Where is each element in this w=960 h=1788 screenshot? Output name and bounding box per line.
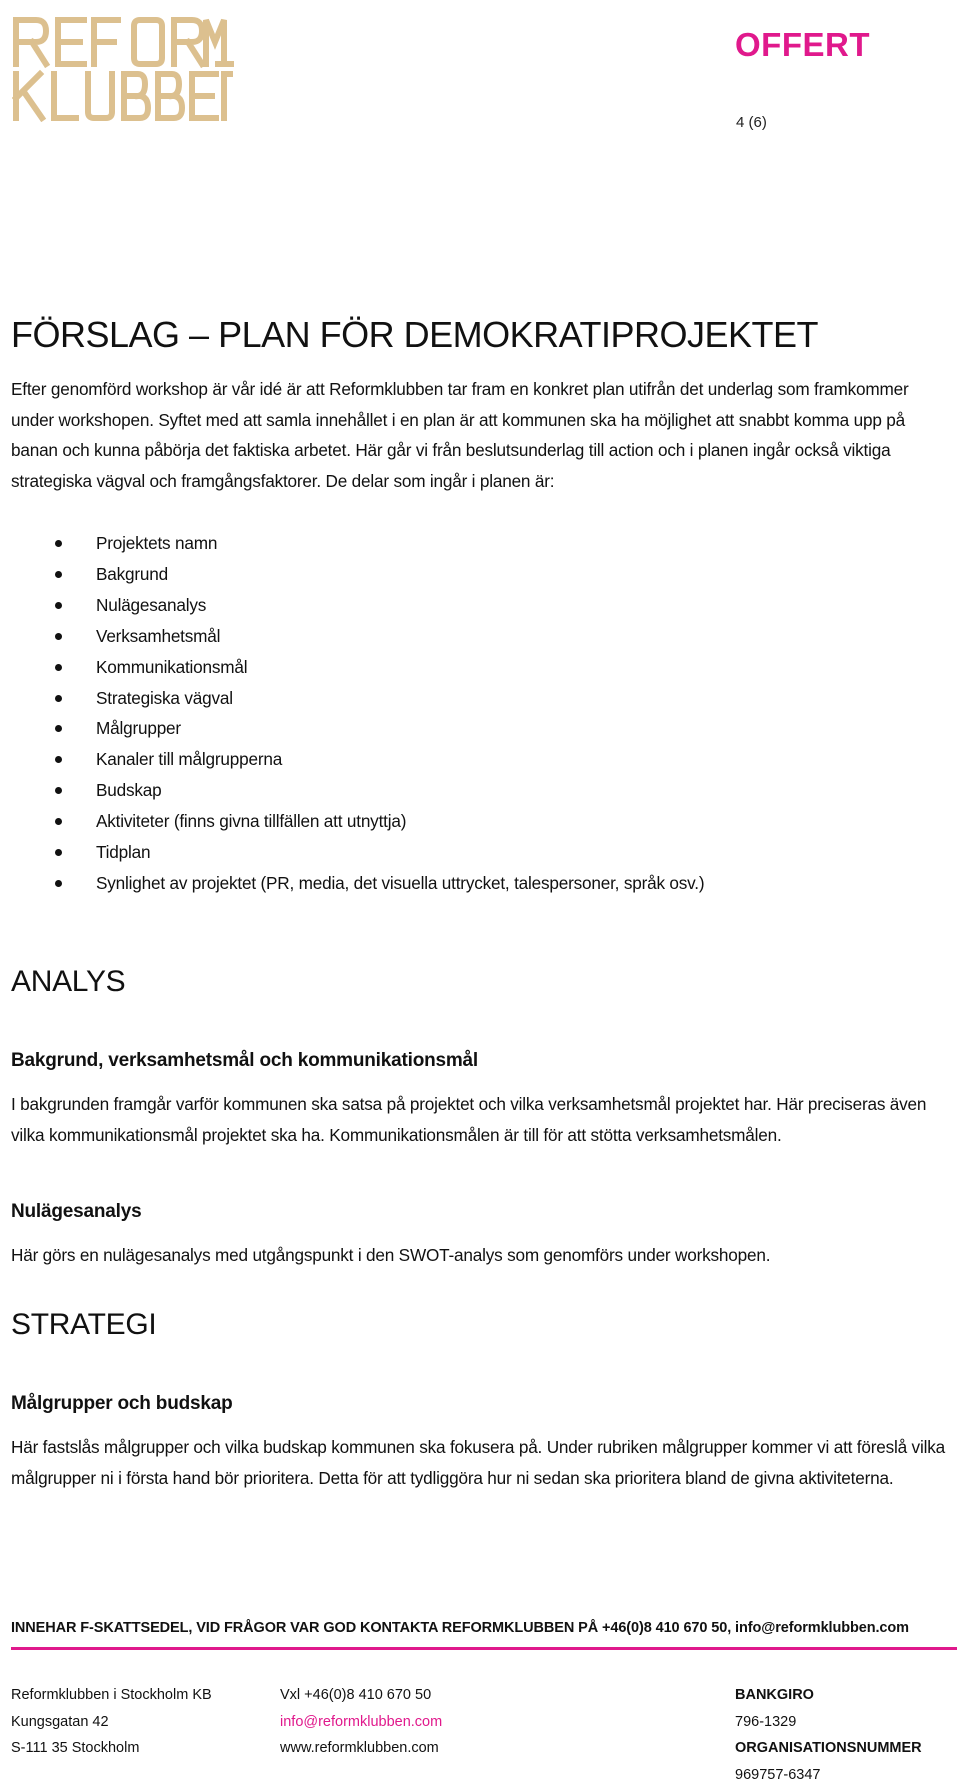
bullet-icon <box>55 787 62 794</box>
list-item: Verksamhetsmål <box>11 621 951 652</box>
bullet-icon <box>55 849 62 856</box>
company-name: Reformklubben i Stockholm KB <box>11 1682 212 1709</box>
bullet-icon <box>55 571 62 578</box>
bankgiro-number: 796-1329 <box>735 1709 922 1736</box>
footer-bank <box>735 1682 922 1788</box>
malgrupper-block <box>11 1390 951 1493</box>
bullet-icon <box>55 695 62 702</box>
list-item: Strategiska vägval <box>11 683 951 714</box>
orgnr-label: ORGANISATIONSNUMMER <box>735 1735 922 1762</box>
bakgrund-subheading: Bakgrund, verksamhetsmål och kommunikationsmål <box>11 1047 951 1075</box>
analys-section <box>11 962 951 1002</box>
list-item: Bakgrund <box>11 559 951 590</box>
footer-address <box>11 1682 212 1762</box>
email-link[interactable]: info@reformklubben.com <box>280 1709 442 1736</box>
page-number: 4 (6) <box>736 114 767 131</box>
list-item: Kommunikationsmål <box>11 652 951 683</box>
phone-number: Vxl +46(0)8 410 670 50 <box>280 1682 442 1709</box>
list-item: Tidplan <box>11 837 951 868</box>
bullet-icon <box>55 602 62 609</box>
malgrupper-subheading: Målgrupper och budskap <box>11 1390 951 1418</box>
malgrupper-paragraph: Här fastslås målgrupper och vilka budskap kommunen ska fokusera på. Under rubriken målgrupper kommer vi att föreslå vilka målgrupper ni i första hand bör prioritera. Detta för att tydliggöra hur ni sedan ska prioritera bland de givna aktiviteterna. <box>11 1432 951 1493</box>
bullet-icon <box>55 664 62 671</box>
list-item: Målgrupper <box>11 713 951 744</box>
bullet-icon <box>55 880 62 887</box>
offer-badge: OFFERT <box>735 26 870 64</box>
intro-paragraph: Efter genomförd workshop är vår idé är att Reformklubben tar fram en konkret plan utifrån det underlag som framkommer under workshopen. Syftet med att samla innehållet i en plan är att kommunen ska ha möjlighet att snabbt komma upp på banan och kunna påbörja det faktiska arbetet. Här går vi från beslutsunderlag till action och i planen ingår också viktiga strategiska vägval och framgångsfaktorer. De delar som ingår i planen är: <box>11 374 951 496</box>
street-address: Kungsgatan 42 <box>11 1709 212 1736</box>
nulagesanalys-paragraph: Här görs en nulägesanalys med utgångspunkt i den SWOT-analys som genomförs under workshopen. <box>11 1240 951 1271</box>
bakgrund-paragraph: I bakgrunden framgår varför kommunen ska satsa på projektet och vilka verksamhetsmål projektet har. Här preciseras även vilka kommunikationsmål projektet ska ha. Kommunikationsmålen är till för att stötta verksamhetsmålen. <box>11 1089 951 1150</box>
bullet-icon <box>55 756 62 763</box>
bankgiro-label: BANKGIRO <box>735 1682 922 1709</box>
list-item: Aktiviteter (finns givna tillfällen att utnyttja) <box>11 806 951 837</box>
reformklubben-logo <box>12 14 234 122</box>
list-item: Projektets namn <box>11 528 951 559</box>
bakgrund-block <box>11 1047 951 1150</box>
page-title: FÖRSLAG – PLAN FÖR DEMOKRATIPROJEKTET <box>11 308 951 362</box>
strategi-heading: STRATEGI <box>11 1305 951 1345</box>
bullet-icon <box>55 725 62 732</box>
orgnr-number: 969757-6347 <box>735 1762 922 1788</box>
strategi-section <box>11 1305 951 1345</box>
analys-heading: ANALYS <box>11 962 951 1002</box>
footer-divider <box>11 1647 957 1650</box>
footer-contact <box>280 1682 442 1762</box>
city-address: S-111 35 Stockholm <box>11 1735 212 1762</box>
nulagesanalys-subheading: Nulägesanalys <box>11 1198 951 1226</box>
list-item: Kanaler till målgrupperna <box>11 744 951 775</box>
list-item: Synlighet av projektet (PR, media, det visuella uttrycket, talespersoner, språk osv.) <box>11 868 951 899</box>
list-item: Nulägesanalys <box>11 590 951 621</box>
nulagesanalys-block <box>11 1198 951 1271</box>
proposal-section <box>11 308 951 899</box>
plan-parts-list <box>11 528 951 899</box>
footer-notice: INNEHAR F-SKATTSEDEL, VID FRÅGOR VAR GOD KONTAKTA REFORMKLUBBEN PÅ +46(0)8 410 670 50, info@reformklubben.com <box>11 1620 909 1636</box>
bullet-icon <box>55 633 62 640</box>
bullet-icon <box>55 818 62 825</box>
bullet-icon <box>55 540 62 547</box>
list-item: Budskap <box>11 775 951 806</box>
web-link[interactable]: www.reformklubben.com <box>280 1735 442 1762</box>
